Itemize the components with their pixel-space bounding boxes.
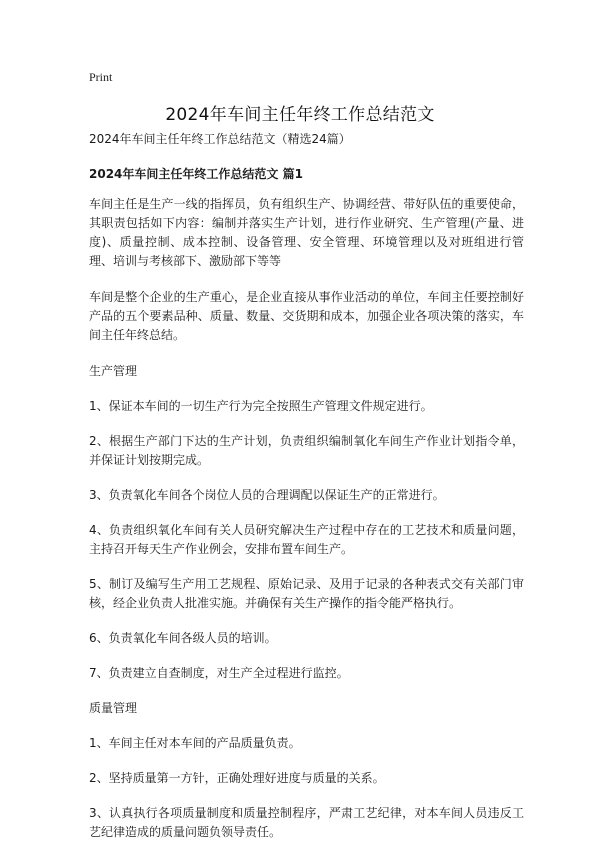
- list-item: 2、坚持质量第一方针，正确处理好进度与质量的关系。: [89, 771, 385, 785]
- section-heading: 2024年车间主任年终工作总结范文 篇1: [89, 167, 303, 181]
- paragraph: 车间是整个企业的生产重心，是企业直接从事作业活动的单位，车间主任要控制好产品的五个要素品种、质量、数量、交货期和成本，加强企业各项决策的落实，车间主任年终总结。: [89, 290, 524, 342]
- list-item: 6、负责氧化车间各级人员的培训。: [89, 631, 277, 645]
- subheading-production: 生产管理: [89, 364, 138, 378]
- print-link[interactable]: Print: [89, 70, 113, 84]
- list-item: 1、车间主任对本车间的产品质量负责。: [89, 736, 301, 750]
- paragraph: 车间主任是生产一线的指挥员，负有组织生产、协调经营、带好队伍的重要使命，其职责包括如下内容：编制并落实生产计划，进行作业研究、生产管理(产量、进度)、质量控制、成本控制、设备管理、安全管理、环境管理以及对班组进行管理、培训与考核部下、激励部下等等: [89, 197, 524, 268]
- list-item: 5、制订及编写生产用工艺规程、原始记录、及用于记录的各种表式交有关部门审核，经企业负责人批准实施。并确保有关生产操作的指令能严格执行。: [89, 577, 524, 610]
- document-body: [89, 130, 524, 842]
- list-item: 3、负责氧化车间各个岗位人员的合理调配以保证生产的正常进行。: [89, 488, 445, 502]
- page-title: 2024年车间主任年终工作总结范文: [165, 105, 435, 125]
- list-item: 1、保证本车间的一切生产行为完全按照生产管理文件规定进行。: [89, 399, 433, 413]
- subheading-quality: 质量管理: [89, 701, 138, 715]
- document-subtitle: 2024年车间主任年终工作总结范文（精选24篇）: [89, 132, 351, 146]
- list-item: 2、根据生产部门下达的生产计划，负责组织编制氧化车间生产作业计划指令单，并保证计划按期完成。: [89, 434, 524, 467]
- list-item: 4、负责组织氧化车间有关人员研究解决生产过程中存在的工艺技术和质量问题，主持召开每天生产作业例会，安排布置车间生产。: [89, 523, 524, 556]
- list-item: 3、认真执行各项质量制度和质量控制程序，严肃工艺纪律，对本车间人员违反工艺纪律造成的质量问题负领导责任。: [89, 806, 524, 839]
- list-item: 7、负责建立自查制度，对生产全过程进行监控。: [89, 666, 349, 680]
